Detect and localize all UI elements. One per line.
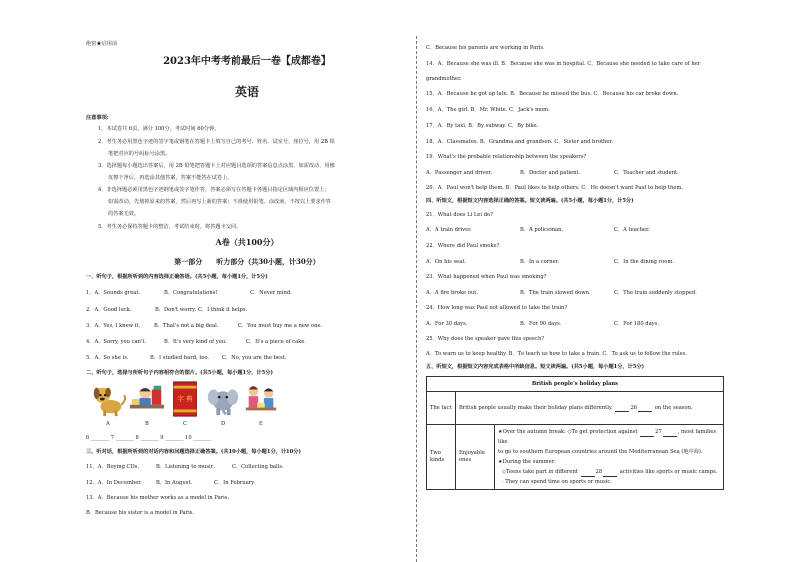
elephant-picture [204,380,242,418]
question-line: 20．A．Paul won't help them. B．Paul likes to help others. C．He doesn't want Paul to help them. [426,185,683,191]
picture-label: E [259,421,263,427]
question-option: C．A teacher. [614,227,650,233]
picture-label: C [183,421,187,427]
exam-title: 2023年中考考前最后一卷【成都卷】 [163,56,331,67]
question-line: 19．What's the probable relationship between the speakers? [426,154,587,160]
question-option: B．A policeman. [520,227,564,233]
question-option: C．Teacher and student. [614,170,679,176]
q1-option: B．Don't worry. [155,307,197,313]
table-text: activities like sports or music camps. [618,469,718,475]
q1-option: B．That's not a big deal. [154,323,219,329]
q3-option: C．In February. [214,480,256,486]
picture-answer-blanks: 6 _______ 7 _______ 8 _______ 9 _______ 10 _______ [86,435,212,441]
question-line: C．Because his parents are working in Paris. [426,45,545,51]
table-text: ◇Teens take part in different [502,469,580,475]
q1-option: C．It's a piece of cake. [246,339,306,345]
answer-blank[interactable] [615,411,629,412]
instructions-heading: 注意事项: [86,115,109,121]
question-line: 15．A．Because he got up late. B．Because he missed the bus. C．Because his car broke down. [426,91,679,97]
table-text: , most families like [498,429,717,445]
confidential-mark: 绝密★启用前 [86,41,118,47]
table-sub-label: Enjoyable ones [456,425,495,490]
q3-option: B．Because his sister is a model in Paris. [86,510,195,516]
holiday-plans-table [426,376,724,490]
question-line: 21．What does Li Lei do? [426,212,493,218]
question-option: C．For 180 days. [614,321,659,327]
question-option: A．On his seat. [426,259,467,265]
q3-heading: 三、听对话，根据所听到的对话内容和问题选择正确答案。(共10小题，每小题1分，计10分) [86,449,301,455]
table-text: British people usually make their holiday plans differently. [459,404,615,411]
picture-label: B [145,421,149,427]
q1-option: B．I studied hard, too. [150,355,210,361]
table-text: ★Over the autumn break: ◇To get protection against [498,429,640,435]
question-option: B．The train slowed down. [520,290,591,296]
table-row-label: Two kinds [427,425,456,490]
q1-option: B．Congratulations! [164,290,218,296]
q1-option: 1．A．Sounds great. [86,290,141,296]
table-line [498,467,720,477]
table-cell [495,425,724,490]
picture-label: A [106,421,110,427]
instruction-line: 5．考生务必保持答题卡的整洁，考试结束时，将答题卡交回。 [98,224,242,230]
dog-picture [90,380,128,418]
question-line: 17．A．By taxi. B．By subway. C．By bike. [426,123,539,129]
question-line: 25．Why does the speaker gave this speech? [426,336,545,342]
q4-heading: 四、听短文，根据短文内容选择正确的答案。短文读两遍。(共5小题，每小题1分，计5分) [426,198,634,204]
table-title: British people's holiday plans [427,377,724,392]
q1-option: 2．A．Good luck. [86,307,132,313]
subject-title: 英语 [234,85,259,99]
blank-number: 28 [595,469,603,475]
q3-option: 11．A．Boying CDs. [86,464,139,470]
table-line: · They can spend time on sports or music. [502,479,612,485]
question-option: C．The train suddenly stopped. [614,290,697,296]
instruction-line: 2．考生务必用黑色字迹的签字笔或钢笔在答题卡上填写自己的考号、姓名、试室号、座位号，用 2B 铅 [98,139,335,145]
table-line: to go to southern European countries around the Mediterranean Sea (地中海). [498,449,703,455]
children-picture [242,380,280,418]
question-option: B．For 90 days. [520,321,562,327]
question-option: A．A fire broke out. [426,290,478,296]
q1-option: C．No, you are the best. [222,355,287,361]
section-a-title: A卷（共100分） [215,237,279,247]
q1-option: 5．A．So she is. [86,355,129,361]
instruction-line: 如需改动，先划掉原来的答案，然后再写上新的答案；不准使用铅笔、涂改液，不按以上要求作答 [108,199,332,205]
dictionary-picture [166,380,204,418]
q1-option: C．I think it helps. [198,307,248,313]
q3-option: 13．A．Because his mother works as a model in Paris. [86,495,230,501]
blank-number: 27 [655,429,662,435]
question-option: A．To warn us to keep healthy. B．To teach us how to take a train. C．To ask us to follow the rules. [426,351,688,357]
instruction-line: 3．选择题每小题选出答案后，用 2B 铅笔把答题卡上对应题目选项的答案信息点涂黑，如需改动，用橡 [98,163,335,169]
q3-option: C．Collecting balls. [232,464,284,470]
question-option: A．A train driver. [426,227,472,233]
table-row-label: The fact [427,392,456,425]
blank-number: 26 [630,404,638,411]
question-option: C．In the dining room. [614,259,674,265]
table-text: on the season. [653,404,693,411]
q1-option: C．Never mind. [250,290,292,296]
question-line: 18．A．Classmates. B．Grandma and grandson. C．Sister and brother. [426,139,614,145]
question-line: 16．A．The girl. B．Mr. White. C．Jack's mom. [426,107,550,113]
picture-label: D [221,421,226,427]
studying-person-picture [128,380,166,418]
question-option: A．For 30 days. [426,321,468,327]
q2-heading: 二、听句子，选择与所听句子内容相符合的图片。(共5小题，每小题1分，计5分) [86,370,273,376]
q1-heading: 一、听句子，根据所听到的内容选择正确答语。(共5小题，每小题1分，计5分) [86,274,268,280]
instruction-line: 笔把对应的号码标号涂黑。 [108,151,171,157]
part1-title: 第一部分 听力部分（共30小题，计30分） [174,257,320,266]
q3-option: B．In August. [156,480,193,486]
q3-option: B．Listening to music. [156,464,216,470]
instruction-line: 皮擦干净后，再选涂其他答案，答案不能答在试卷上。 [108,175,233,181]
question-line: 24．How long was Paul not allowed to take the train? [426,305,568,311]
question-line: 22．Where did Paul smoke? [426,243,500,249]
q3-option: 12．A．In December. [86,480,142,486]
question-line: 14．A．Because she was ill. B．Because she was in hospital. C．Because she needed to take care of her [426,61,701,67]
answer-blank[interactable] [640,436,654,437]
instruction-line: 的答案无效。 [108,211,140,217]
answer-blank[interactable] [663,436,677,437]
instruction-line: 1．本试卷共 6页，满分 100分，考试时间 60分钟。 [98,126,220,132]
q1-option: C．You must buy me a new one. [238,323,323,329]
q1-option: 4．A．Sorry, you can't. [86,339,147,345]
table-cell [456,392,724,425]
question-option: B．Doctor and patient. [520,170,581,176]
column-divider [416,36,417,562]
instruction-line: 4．非选择题必须用黑色字迹钢笔或签字笔作答，答案必须写在答题卡各题目指定区域内相应位置上； [98,187,330,193]
answer-blank[interactable] [638,411,652,412]
question-line: 23．What happened when Paul was smoking? [426,274,547,280]
dictionary-label: 字 典 [177,394,193,403]
q1-option: 3．A．Yes, I knew it. [86,323,141,329]
table-line: ★During the summer: [498,459,556,465]
q5-heading: 五、听短文，根据短文内容完成表格中所缺信息。短文读两遍。(共5小题，每小题1分，计5分) [426,364,645,370]
question-option: B．In a corner. [520,259,560,265]
table-line [498,427,720,447]
question-line: grandmother. [426,76,462,82]
question-option: A．Passenger and driver. [426,170,492,176]
q1-option: B．It's very kind of you. [164,339,227,345]
